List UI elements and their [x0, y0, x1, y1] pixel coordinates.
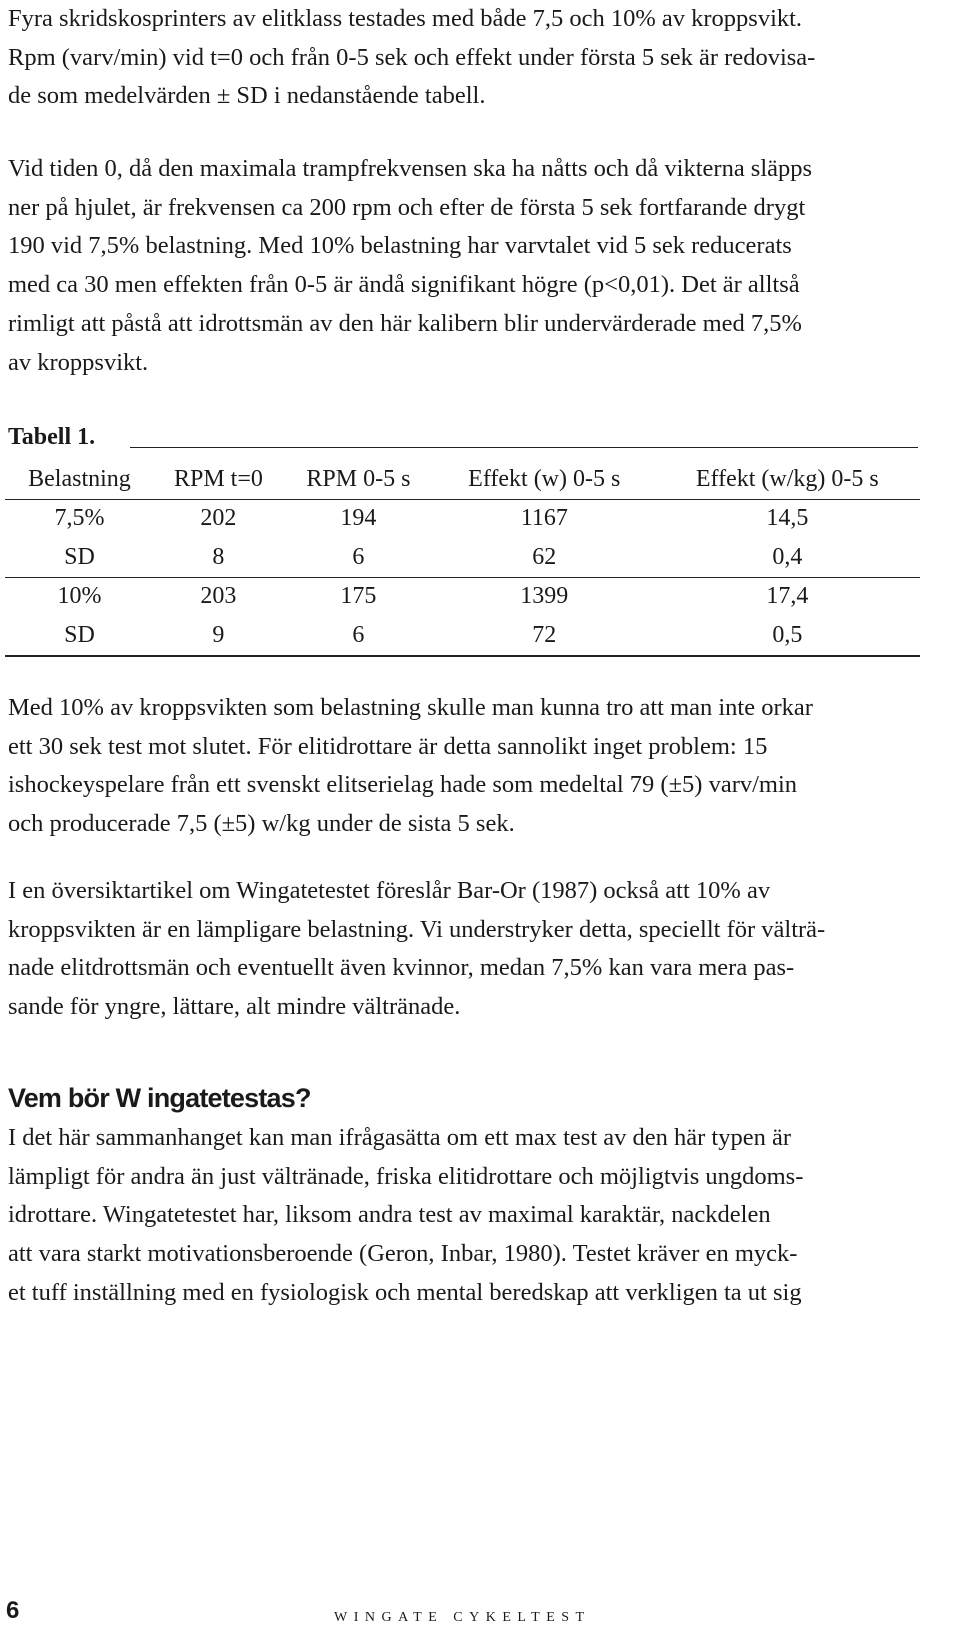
text-line: Med 10% av kroppsvikten som belastning skulle man kunna tro att man inte orkar	[8, 694, 813, 721]
page-number: 6	[6, 1597, 20, 1624]
table-cell: 9	[212, 621, 225, 648]
table-cell: 1167	[520, 505, 568, 532]
column-header: Effekt (w) 0-5 s	[468, 465, 621, 492]
table-cell: 0,4	[772, 543, 803, 570]
table-cell: 10%	[57, 583, 102, 610]
table-cell: 14,5	[766, 505, 809, 532]
table-cell: 175	[340, 583, 377, 610]
table-row	[5, 616, 920, 656]
table-cell: 17,4	[766, 583, 809, 610]
table-row	[5, 538, 920, 577]
table-cell: 72	[532, 621, 557, 648]
after-table-paragraph	[8, 689, 922, 844]
table-cell: 202	[200, 505, 237, 532]
results-table	[5, 460, 920, 657]
table-cell: 62	[532, 543, 557, 570]
text-line: av kroppsvikt.	[8, 348, 149, 376]
text-line: de som medelvärden ± SD i nedanstående tabell.	[8, 82, 486, 110]
column-header: RPM t=0	[173, 465, 263, 492]
text-line: ett 30 sek test mot slutet. För elitidrottare är detta sannolikt inget problem: 15	[8, 732, 768, 760]
column-header: RPM 0-5 s	[306, 465, 411, 492]
table-cell: 6	[352, 543, 365, 570]
table-cell: 1399	[520, 583, 569, 610]
text-line: att vara starkt motivationsberoende (Geron, Inbar, 1980). Testet kräver en myck-	[8, 1240, 798, 1268]
table-row	[5, 577, 920, 616]
text-line: Rpm (varv/min) vid t=0 och från 0-5 sek och effekt under första 5 sek är redovisa-	[8, 43, 816, 71]
table-cell: 194	[340, 505, 377, 532]
table-cell: SD	[64, 621, 95, 648]
text-line: nade elitdrottsmän och eventuellt även kvinnor, medan 7,5% kan vara mera pas-	[8, 954, 795, 982]
section-paragraph	[8, 1119, 922, 1313]
column-header: Belastning	[28, 465, 131, 492]
text-line: 190 vid 7,5% belastning. Med 10% belastning har varvtalet vid 5 sek reducerats	[8, 232, 792, 260]
text-line: lämpligt för andra än just vältränade, friska elitidrottare och möjligtvis ungdoms-	[8, 1162, 804, 1190]
text-line: med ca 30 men effekten från 0-5 är ändå signifikant högre (p<0,01). Det är alltså	[8, 271, 800, 299]
text-line: sande för yngre, lättare, alt mindre vältränade.	[8, 993, 461, 1021]
table-header-row	[5, 460, 920, 499]
table-cell: SD	[64, 543, 95, 570]
column-header: Effekt (w/kg) 0-5 s	[695, 465, 879, 492]
table-cell: 203	[200, 583, 237, 610]
text-line: I det här sammanhanget kan man ifrågasätta om ett max test av den här typen är	[8, 1124, 792, 1151]
table-cell: 7,5%	[54, 505, 105, 532]
text-line: ner på hjulet, är frekvensen ca 200 rpm och efter de första 5 sek fortfarande drygt	[8, 193, 806, 221]
text-line: ishockeyspelare från ett svenskt elitserielag hade som medeltal 79 (±5) varv/min	[8, 771, 798, 799]
intro-paragraph	[8, 0, 922, 116]
text-line: Fyra skridskosprinters av elitklass testades med både 7,5 och 10% av kroppsvikt.	[8, 5, 803, 32]
text-line: et tuff inställning med en fysiologisk och mental beredskap att verkligen ta ut sig	[8, 1278, 802, 1306]
table-title-rule	[130, 447, 918, 448]
table-cell: 6	[352, 621, 365, 648]
text-line: rimligt att påstå att idrottsmän av den här kalibern blir undervärderade med 7,5%	[8, 309, 802, 337]
text-line: kroppsvikten är en lämpligare belastning. Vi understryker detta, speciellt för välträ-	[8, 915, 826, 943]
text-line: och producerade 7,5 (±5) w/kg under de sista 5 sek.	[8, 810, 515, 838]
table-cell: 8	[212, 543, 225, 570]
text-line: I en översiktartikel om Wingatetestet föreslår Bar-Or (1987) också att 10% av	[8, 877, 771, 904]
text-line: idrottare. Wingatetestet har, liksom andra test av maximal karaktär, nackdelen	[8, 1201, 771, 1229]
text-line: Vid tiden 0, då den maximala trampfrekvensen ska ha nåtts och då vikterna släpps	[8, 155, 813, 182]
overview-paragraph	[8, 872, 922, 1027]
table-row	[5, 499, 920, 538]
running-title: WINGATE CYKELTEST	[334, 1610, 591, 1625]
section-heading: Vem bör W ingatetestas?	[8, 1083, 311, 1113]
table-title: Tabell 1.	[8, 424, 96, 450]
results-paragraph	[8, 150, 922, 382]
table-cell: 0,5	[772, 621, 803, 648]
